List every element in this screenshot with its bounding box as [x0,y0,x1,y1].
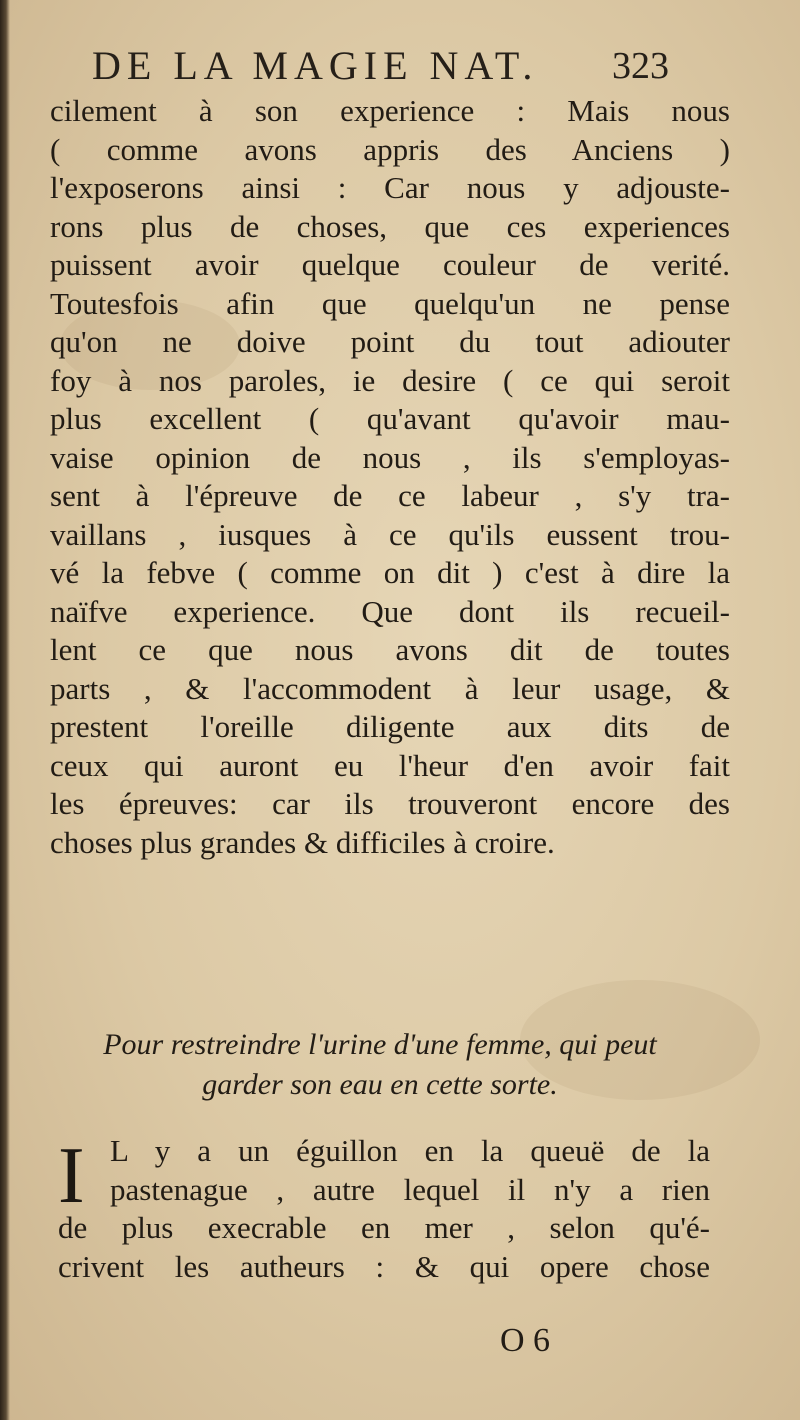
page-number: 323 [612,45,669,87]
text-line: naïfve experience. Que dont ils recueil- [50,593,730,629]
running-head-title: DE LA MAGIE NAT. [92,43,539,88]
section-heading [40,1025,720,1105]
drop-cap: I [58,1132,85,1220]
text-line: vaillans , iusques à ce qu'ils eussent trou- [50,516,730,552]
text-line: qu'on ne doive point du tout adiouter [50,324,730,359]
text-line: vé la febve ( comme on dit ) c'est à dire la [50,555,730,590]
text-line: l'exposerons ainsi : Car nous y adjouste- [50,170,730,205]
text-line: ceux qui auront eu l'heur d'en avoir fait [50,747,730,783]
text-line: plus excellent ( qu'avant qu'avoir mau- [50,401,730,436]
text-line: prestent l'oreille diligente aux dits de [50,709,730,744]
text-line: les épreuves: car ils trouveront encore des [50,786,730,821]
text-line: choses plus grandes & difficiles à croire. [50,824,555,860]
text-line: parts , & l'accommodent à leur usage, & [50,670,730,706]
text-line: foy à nos paroles, ie desire ( ce qui seroit [50,362,730,398]
text-line: cilement à son experience : Mais nous [50,93,730,128]
text-line: crivent les autheurs : & qui opere chose [58,1248,710,1284]
page-gutter-shadow [0,0,10,1420]
text-line: de plus execrable en mer , selon qu'é- [58,1210,710,1245]
main-paragraph [50,92,730,862]
section-heading-line: Pour restreindre l'urine d'une femme, qui peut [103,1028,657,1061]
section-heading-line: garder son eau en cette sorte. [202,1068,558,1101]
text-line: rons plus de choses, que ces experiences [50,208,730,244]
signature-mark: O 6 [500,1322,551,1359]
second-paragraph [58,1132,710,1286]
text-line: pastenague , autre lequel il n'y a rien [110,1171,710,1207]
text-line: ( comme avons appris des Anciens ) [50,131,730,167]
text-line: L y a un éguillon en la queuë de la [110,1133,710,1168]
text-line: Toutesfois afin que quelqu'un ne pense [50,285,730,321]
text-line: vaise opinion de nous , ils s'employas- [50,439,730,475]
text-line: lent ce que nous avons dit de toutes [50,632,730,667]
text-line: puissent avoir quelque couleur de verité. [50,247,730,282]
text-line: sent à l'épreuve de ce labeur , s'y tra- [50,478,730,513]
